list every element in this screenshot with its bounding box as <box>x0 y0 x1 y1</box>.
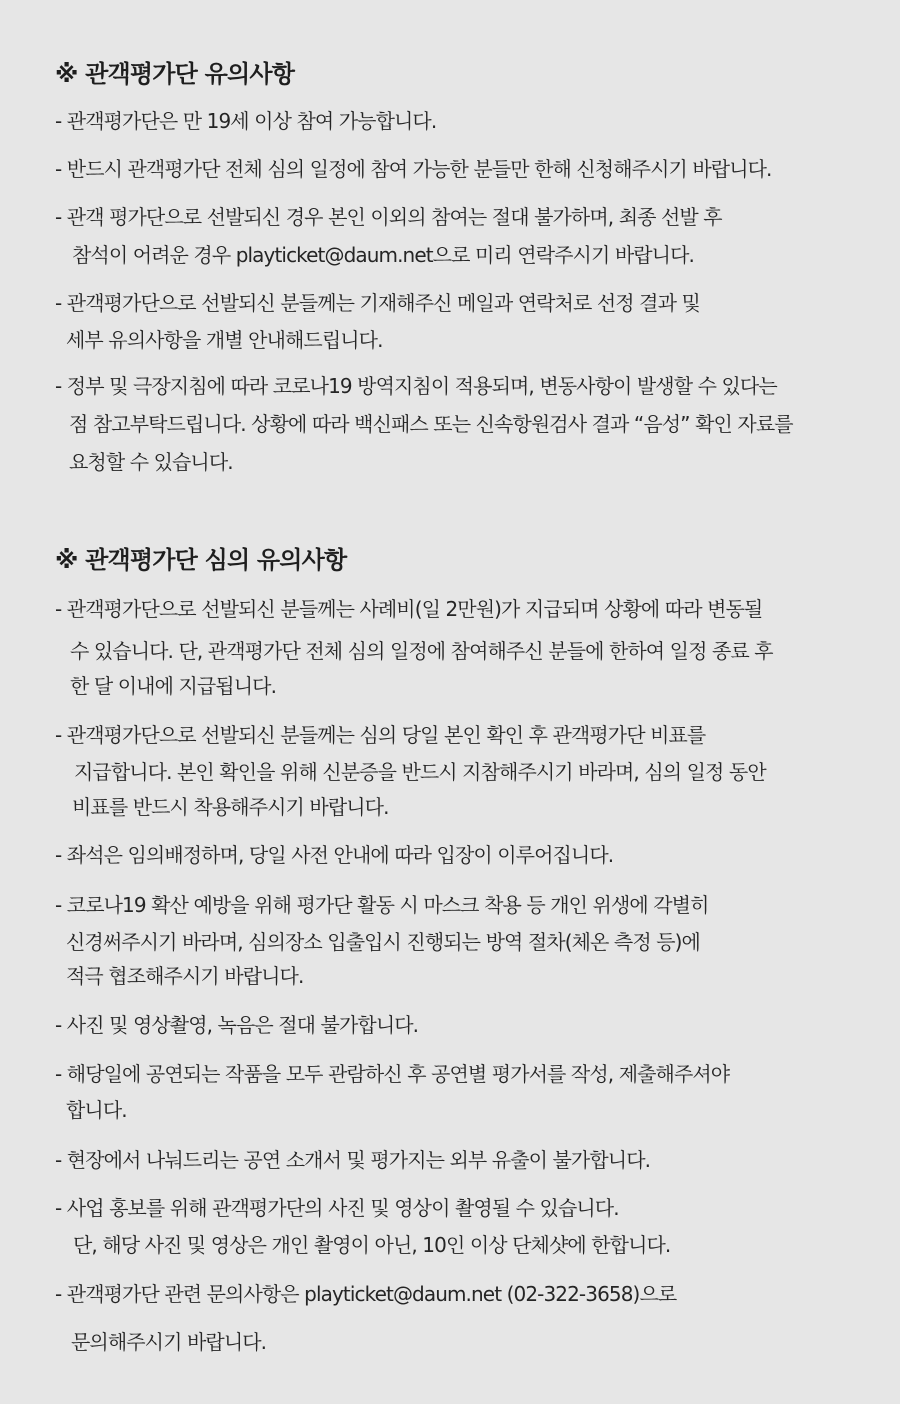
item-line: - 현장에서 나눠드리는 공연 소개서 및 평가지는 외부 유출이 불가합니다. <box>55 1148 651 1172</box>
item-line: 참석이 어려운 경우 playticket@daum.net으로 미리 연락주시기 바랍니다. <box>72 243 694 267</box>
item-line: 비표를 반드시 착용해주시기 바랍니다. <box>72 795 389 819</box>
item-line: - 관객평가단은 만 19세 이상 참여 가능합니다. <box>55 109 437 133</box>
item-line: - 관객평가단으로 선발되신 분들께는 심의 당일 본인 확인 후 관객평가단 비표를 <box>55 723 706 747</box>
item-line: 세부 유의사항을 개별 안내해드립니다. <box>66 328 383 352</box>
item-line: - 관객 평가단으로 선발되신 경우 본인 이외의 참여는 절대 불가하며, 최종 선발 후 <box>55 205 722 229</box>
section-title-review: ※ 관객평가단 심의 유의사항 <box>55 546 347 574</box>
item-line: - 해당일에 공연되는 작품을 모두 관람하신 후 공연별 평가서를 작성, 제출해주셔야 <box>55 1062 730 1086</box>
item-line: - 정부 및 극장지침에 따라 코로나19 방역지침이 적용되며, 변동사항이 발생할 수 있다는 <box>55 374 777 398</box>
item-line: - 관객평가단으로 선발되신 분들께는 사례비(일 2만원)가 지급되며 상황에 따라 변동될 <box>55 597 763 621</box>
item-line: 단, 해당 사진 및 영상은 개인 촬영이 아닌, 10인 이상 단체샷에 한합니다. <box>73 1233 671 1257</box>
item-line: 적극 협조해주시기 바랍니다. <box>66 964 304 988</box>
item-line: 수 있습니다. 단, 관객평가단 전체 심의 일정에 참여해주신 분들에 한하여 일정 종료 후 <box>70 639 773 663</box>
item-line: 문의해주시기 바랍니다. <box>71 1330 267 1354</box>
item-line: - 사진 및 영상촬영, 녹음은 절대 불가합니다. <box>55 1013 419 1037</box>
item-line: - 관객평가단 관련 문의사항은 playticket@daum.net (02-322-3658)으로 <box>55 1282 677 1306</box>
item-line: 요청할 수 있습니다. <box>69 450 233 474</box>
item-line: 지급합니다. 본인 확인을 위해 신분증을 반드시 지참해주시기 바라며, 심의 일정 동안 <box>74 760 766 784</box>
item-line: - 좌석은 임의배정하며, 당일 사전 안내에 따라 입장이 이루어집니다. <box>55 843 614 867</box>
item-line: 합니다. <box>66 1098 127 1122</box>
item-line: - 반드시 관객평가단 전체 심의 일정에 참여 가능한 분들만 한해 신청해주시기 바랍니다. <box>55 157 772 181</box>
item-line: 신경써주시기 바라며, 심의장소 입출입시 진행되는 방역 절차(체온 측정 등)에 <box>66 930 700 954</box>
item-line: 한 달 이내에 지급됩니다. <box>70 674 277 698</box>
section-title-general: ※ 관객평가단 유의사항 <box>55 60 295 88</box>
item-line: - 사업 홍보를 위해 관객평가단의 사진 및 영상이 촬영될 수 있습니다. <box>55 1196 619 1220</box>
item-line: 점 참고부탁드립니다. 상황에 따라 백신패스 또는 신속항원검사 결과 “음성” 확인 자료를 <box>69 412 793 436</box>
item-line: - 관객평가단으로 선발되신 분들께는 기재해주신 메일과 연락처로 선정 결과 및 <box>55 291 700 315</box>
item-line: - 코로나19 확산 예방을 위해 평가단 활동 시 마스크 착용 등 개인 위생에 각별히 <box>55 893 709 917</box>
